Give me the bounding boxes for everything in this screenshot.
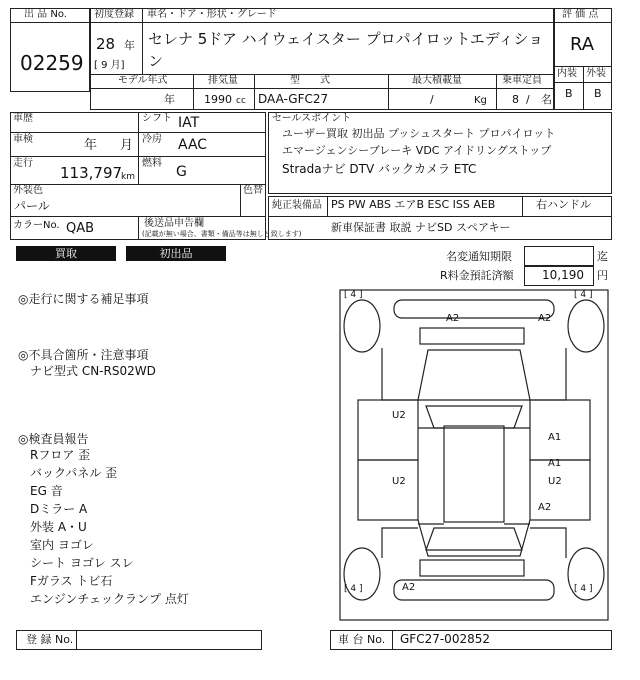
grade-score: RA (570, 34, 595, 55)
chassis-label: 車 台 No. (338, 633, 386, 646)
inspector-line-2: バックパネル 歪 (30, 466, 118, 480)
reg-label: 登 録 No. (26, 633, 74, 646)
aftermarket-label: 後送品申告欄 (144, 218, 204, 229)
recycle-label: R料金預託済額 (440, 269, 514, 282)
recycle-value: 10,190 (542, 268, 584, 282)
warranty-value: 新車保証書 取説 ナビSD スペアキー (331, 221, 511, 234)
aftermarket-note: (記載が無い場合、書類・備品等は無しと致します) (142, 230, 302, 238)
damage-left-front: U2 (392, 410, 406, 421)
equipment-value: PS PW ABS エアB ESC ISS AEB (331, 198, 496, 211)
tire-front-left-label: [ 4 ] (344, 290, 363, 300)
supplement-title: ◎走行に関する補足事項 (18, 292, 149, 306)
sales-point-line-3: Stradaナビ DTV バックカメラ ETC (282, 162, 477, 176)
damage-front-right: A2 (538, 313, 552, 324)
color-no-label: カラーNo. (13, 220, 60, 231)
ac-value: AAC (178, 137, 208, 153)
lot-number: 02259 (20, 51, 84, 75)
shift-label: シフト (142, 113, 172, 124)
damage-right-2: A1 (548, 458, 562, 469)
inspector-line-4: Dミラー A (30, 502, 88, 516)
interior-label: 内装 (557, 68, 577, 79)
first-reg-year-unit: 年 (124, 39, 135, 52)
damage-left-rear: U2 (392, 476, 406, 487)
mileage-unit: km (121, 172, 135, 182)
damage-rear: A2 (402, 582, 416, 593)
sales-points-title: セールスポイント (272, 113, 352, 124)
defect-line-1: ナビ型式 CN-RS02WD (30, 364, 156, 378)
chassis-value: GFC27-002852 (400, 632, 490, 646)
color-change-label: 色替 (243, 185, 263, 196)
model-year-unit: 年 (164, 93, 175, 106)
shift-value: IAT (178, 115, 200, 131)
ac-label: 冷房 (142, 134, 162, 145)
ext-color-label: 外装色 (13, 185, 43, 196)
displacement-value: 1990 (204, 93, 232, 106)
damage-right-3: U2 (548, 476, 562, 487)
history-label: 車歴 (13, 113, 33, 124)
fuel-value: G (176, 164, 187, 180)
car-name-continued: ン (148, 52, 164, 70)
lot-label: 出 品 No. (24, 9, 67, 20)
damage-right-4: A2 (538, 502, 552, 513)
displacement-unit: cc (236, 96, 246, 106)
inspection-label: 車検 (13, 134, 33, 145)
inspector-line-7: シート ヨゴレ スレ (30, 556, 134, 570)
capacity-unit: 名 (541, 93, 552, 106)
color-no-value: QAB (66, 221, 95, 236)
type-label: 型 式 (290, 75, 330, 86)
inspector-line-9: エンジンチェックランプ 点灯 (30, 592, 189, 606)
inspector-line-3: EG 音 (30, 484, 63, 498)
ext-color-value: パール (14, 199, 50, 213)
max-load-value: / (430, 93, 434, 106)
deadline-box (524, 246, 594, 266)
capacity-sep: / (526, 93, 530, 106)
interior-grade: B (565, 87, 573, 100)
max-load-label: 最大積載量 (412, 75, 462, 86)
recycle-unit: 円 (597, 269, 608, 282)
tire-rear-right-label: [ 4 ] (574, 584, 593, 594)
grade-label: 評 価 点 (562, 9, 599, 20)
defects-title: ◎不具合箇所・注意事項 (18, 348, 149, 362)
inspector-line-8: Fガラス トビ石 (30, 574, 113, 588)
wheel-front-right (568, 300, 604, 352)
inspector-line-5: 外装 A・U (30, 520, 87, 534)
equipment-label: 純正装備品 (272, 200, 322, 211)
first-reg-year: 28 (96, 35, 116, 53)
wheel-front-left (344, 300, 380, 352)
inspector-title: ◎検査員報告 (18, 432, 89, 446)
damage-front-left: A2 (446, 313, 460, 324)
displacement-label: 排気量 (208, 75, 238, 86)
deadline-unit: 迄 (597, 250, 608, 263)
exterior-label: 外装 (586, 68, 606, 79)
damage-right-1: A1 (548, 432, 562, 443)
capacity-value: 8 (512, 93, 519, 106)
deadline-label: 名変通知期限 (446, 250, 512, 263)
first-listing-badge: 初出品 (126, 246, 226, 261)
car-diagram (336, 288, 612, 624)
mileage-label: 走行 (13, 158, 33, 169)
buyback-badge: 買取 (16, 246, 116, 261)
fuel-label: 燃料 (142, 158, 162, 169)
first-reg-label: 初度登録 (94, 9, 134, 20)
car-name: セレナ 5ドア ハイウェイスター プロパイロットエディショ (148, 30, 544, 48)
sales-point-line-2: エマージェンシーブレーキ VDC アイドリングストップ (282, 144, 552, 157)
type-value: DAA-GFC27 (258, 92, 329, 106)
first-reg-month: [ 9 月] (94, 60, 125, 71)
inspector-line-1: Rフロア 歪 (30, 448, 91, 462)
inspection-year: 年 (84, 138, 98, 153)
handle-value: 右ハンドル (536, 198, 591, 211)
model-year-label: モデル年式 (118, 75, 168, 86)
mileage-value: 113,797 (60, 164, 123, 182)
tire-rear-left-label: [ 4 ] (344, 584, 363, 594)
exterior-grade: B (594, 87, 602, 100)
sales-point-line-1: ユーザー買取 初出品 プッシュスタート プロパイロット (282, 127, 556, 140)
inspector-line-6: 室内 ヨゴレ (30, 538, 94, 552)
car-name-label: 車名・ドア・形状・グレード (147, 9, 277, 20)
max-load-unit: Kg (474, 95, 487, 106)
capacity-label: 乗車定員 (502, 75, 542, 86)
inspection-month: 月 (120, 138, 134, 153)
tire-front-right-label: [ 4 ] (574, 290, 593, 300)
